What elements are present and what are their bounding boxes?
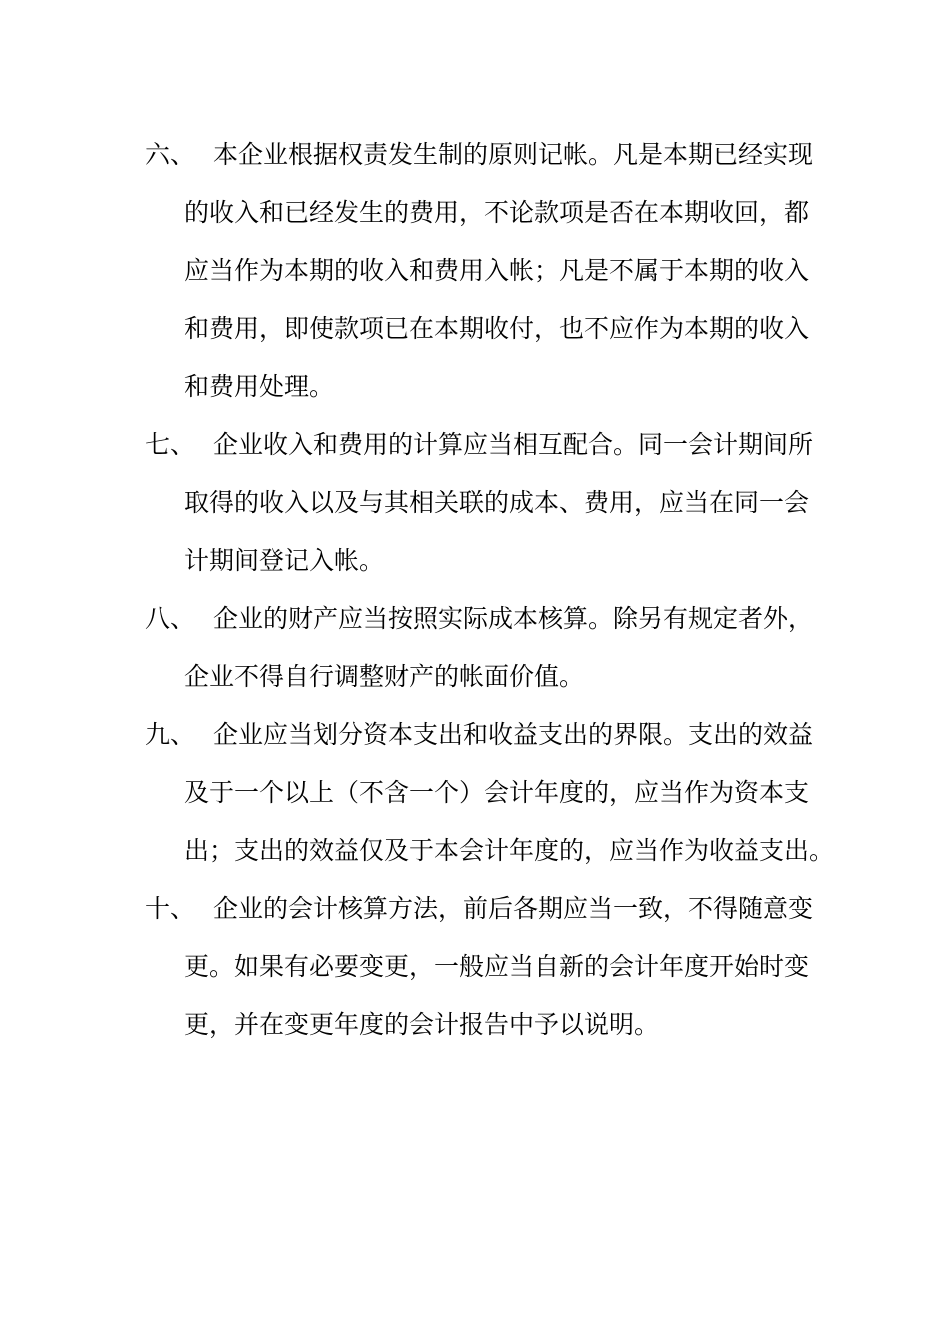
clause-line <box>145 950 845 1008</box>
clause-text: 企业的会计核算方法，前后各期应当一致，不得随意变 <box>213 894 814 923</box>
clause-7 <box>145 428 845 602</box>
clause-number: 十、 <box>145 894 196 923</box>
clause-text: 和费用，即使款项已在本期收付，也不应作为本期的收入 <box>184 314 810 343</box>
clause-text: 企业收入和费用的计算应当相互配合。同一会计期间所 <box>213 430 814 459</box>
clause-line <box>145 776 845 834</box>
clause-text: 更，并在变更年度的会计报告中予以说明。 <box>184 1010 660 1039</box>
clause-line <box>145 370 845 428</box>
clause-8 <box>145 602 845 718</box>
clause-line <box>145 1008 845 1066</box>
clause-text: 的收入和已经发生的费用，不论款项是否在本期收回，都 <box>184 198 810 227</box>
clause-line <box>145 834 845 892</box>
clause-text: 企业的财产应当按照实际成本核算。除另有规定者外， <box>213 604 814 633</box>
clause-line <box>145 544 845 602</box>
clause-text: 及于一个以上（不含一个）会计年度的，应当作为资本支 <box>184 778 810 807</box>
clause-line <box>145 196 845 254</box>
clause-number: 八、 <box>145 604 196 633</box>
clause-9 <box>145 718 845 892</box>
clause-line <box>145 312 845 370</box>
clause-6 <box>145 138 845 428</box>
clause-text: 应当作为本期的收入和费用入帐；凡是不属于本期的收入 <box>184 256 810 285</box>
clause-text: 更。如果有必要变更，一般应当自新的会计年度开始时变 <box>184 952 810 981</box>
clause-text: 计期间登记入帐。 <box>184 546 385 575</box>
clause-line <box>145 254 845 312</box>
clause-line <box>145 486 845 544</box>
clause-line <box>145 602 845 660</box>
clause-text: 出；支出的效益仅及于本会计年度的，应当作为收益支出。 <box>184 836 835 865</box>
clause-line <box>145 718 845 776</box>
clause-number: 七、 <box>145 430 196 459</box>
clause-text: 企业应当划分资本支出和收益支出的界限。支出的效益 <box>213 720 814 749</box>
clause-line <box>145 428 845 486</box>
clause-line <box>145 138 845 196</box>
clause-number: 六、 <box>145 140 196 169</box>
clause-line <box>145 660 845 718</box>
clause-number: 九、 <box>145 720 196 749</box>
clause-text: 企业不得自行调整财产的帐面价值。 <box>184 662 585 691</box>
clause-text: 和费用处理。 <box>184 372 335 401</box>
clause-text: 取得的收入以及与其相关联的成本、费用，应当在同一会 <box>184 488 810 517</box>
clause-line <box>145 892 845 950</box>
clause-text: 本企业根据权责发生制的原则记帐。凡是本期已经实现 <box>213 140 814 169</box>
clause-10 <box>145 892 845 1066</box>
